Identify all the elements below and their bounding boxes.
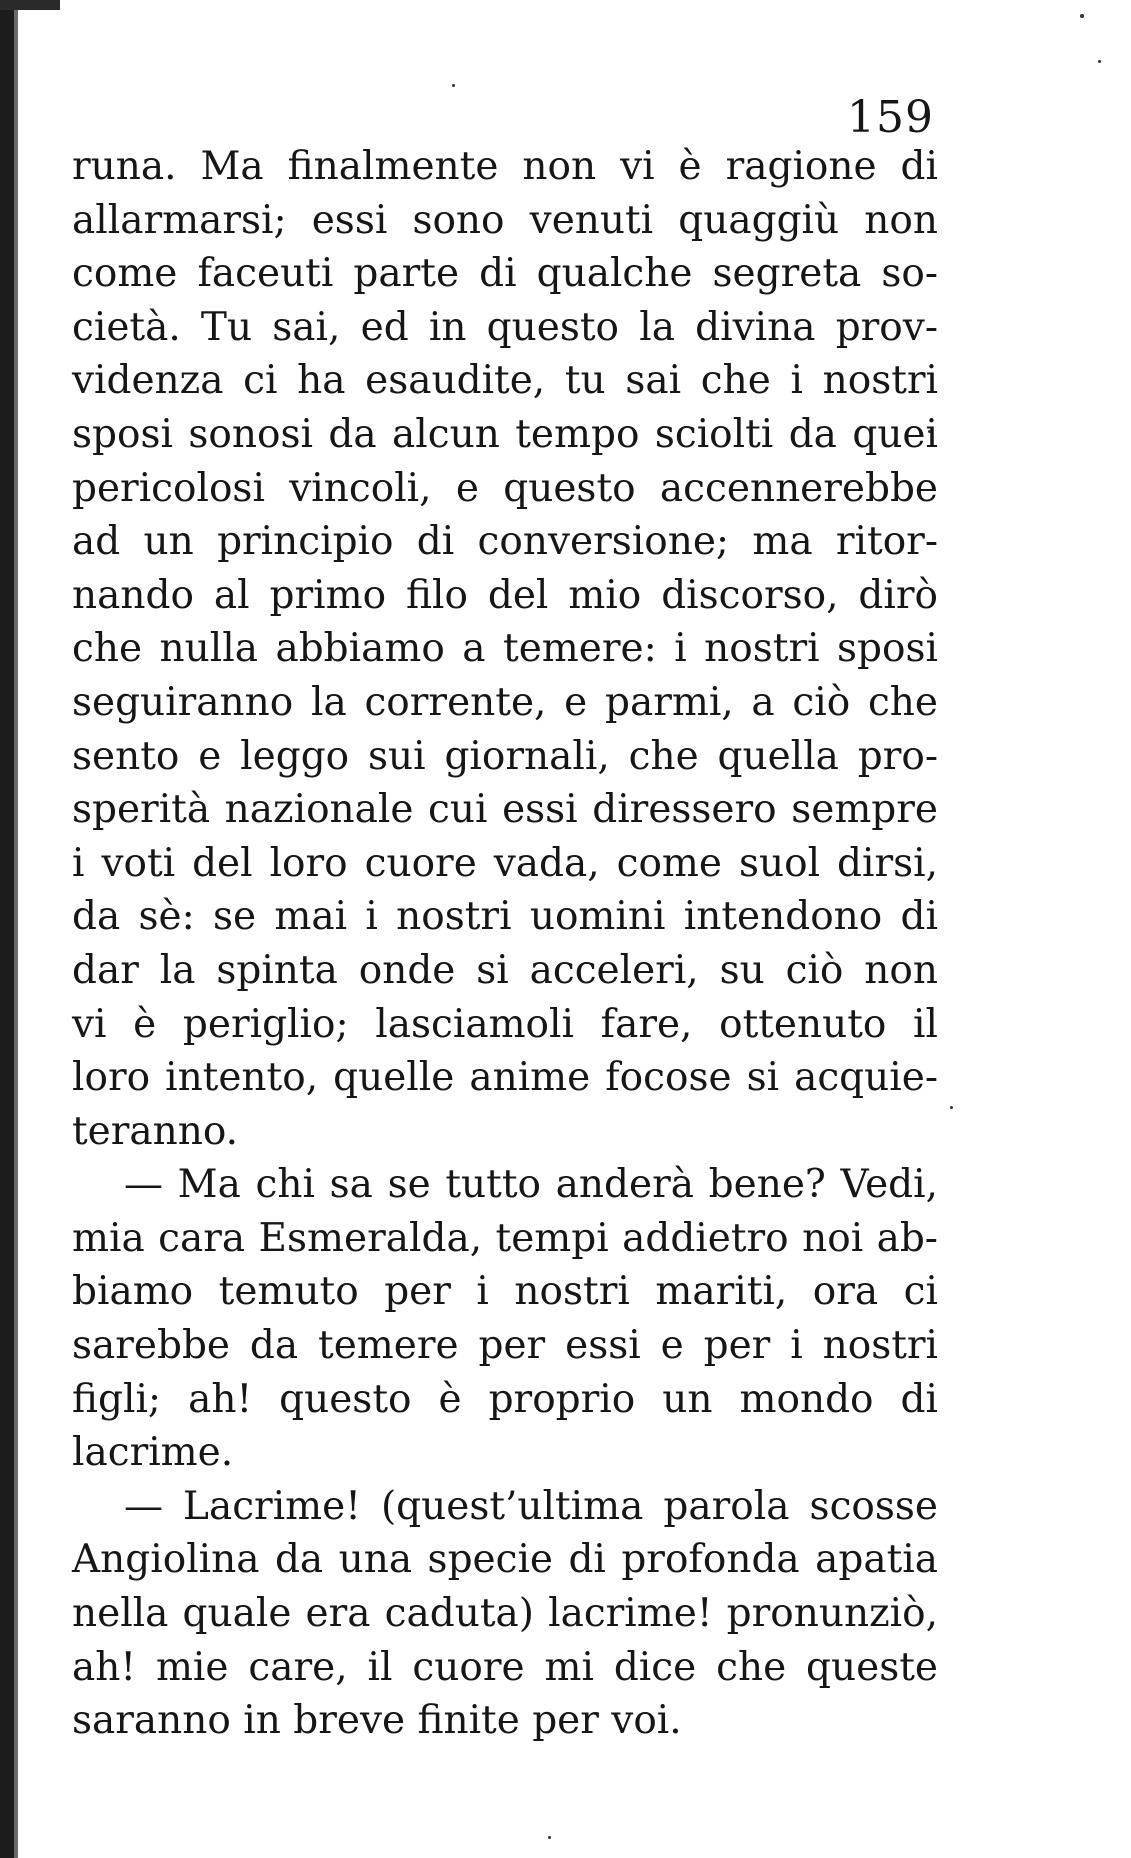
text-line: ah! mie care, il cuore mi dice che queste xyxy=(72,1644,938,1690)
page-text xyxy=(72,140,938,1748)
text-line: come faceuti parte di qualche segreta so- xyxy=(72,251,938,297)
text-line: sperità nazionale cui essi diressero sempre xyxy=(72,787,938,833)
scan-speck xyxy=(1098,60,1101,63)
text-line: Angiolina da una specie di profonda apatia xyxy=(72,1537,938,1583)
text-line: i voti del loro cuore vada, come suol dirsi, xyxy=(72,840,938,886)
text-line: figli; ah! questo è proprio un mondo di xyxy=(72,1376,938,1422)
scan-speck xyxy=(1080,14,1084,18)
text-line: nando al primo filo del mio discorso, dirò xyxy=(72,572,938,618)
corner-mark xyxy=(0,0,60,10)
text-line: sarebbe da temere per essi e per i nostri xyxy=(72,1323,938,1369)
text-line: sento e leggo sui giornali, che quella pro- xyxy=(72,733,938,779)
text-line: teranno. xyxy=(72,1108,239,1154)
scan-speck xyxy=(950,1106,953,1109)
text-line: — Lacrime! (quest’ultima parola scosse xyxy=(124,1483,938,1529)
text-line: dar la spinta onde si acceleri, su ciò non xyxy=(72,947,938,993)
text-line: da sè: se mai i nostri uomini intendono di xyxy=(72,894,938,940)
text-line: cietà. Tu sai, ed in questo la divina prov- xyxy=(72,304,938,350)
book-binding-edge xyxy=(0,0,14,1858)
text-line: pericolosi vincoli, e questo accennerebbe xyxy=(72,465,938,511)
text-line: allarmarsi; essi sono venuti quaggiù non xyxy=(72,197,938,243)
text-line: — Ma chi sa se tutto anderà bene? Vedi, xyxy=(124,1162,938,1208)
text-line: che nulla abbiamo a temere: i nostri sposi xyxy=(72,626,938,672)
text-line: videnza ci ha esaudite, tu sai che i nostri xyxy=(72,358,938,404)
text-line: ad un principio di conversione; ma ritor- xyxy=(72,519,938,565)
scan-speck xyxy=(452,84,455,87)
scan-speck xyxy=(548,1836,551,1839)
text-line: sposi sonosi da alcun tempo sciolti da quei xyxy=(72,411,938,457)
text-line: saranno in breve finite per voi. xyxy=(72,1698,682,1744)
text-line: seguiranno la corrente, e parmi, a ciò che xyxy=(72,679,938,725)
text-line: loro intento, quelle anime focose si acquie- xyxy=(72,1055,938,1101)
text-line: nella quale era caduta) lacrime! pronunziò, xyxy=(72,1591,938,1637)
text-line: vi è periglio; lasciamoli fare, ottenuto il xyxy=(72,1001,938,1047)
text-line: lacrime. xyxy=(72,1430,234,1476)
page-number: 159 xyxy=(847,92,934,143)
text-line: mia cara Esmeralda, tempi addietro noi ab- xyxy=(72,1215,938,1261)
text-line: runa. Ma finalmente non vi è ragione di xyxy=(72,144,938,189)
binding-shadow xyxy=(14,0,18,1858)
text-line: biamo temuto per i nostri mariti, ora ci xyxy=(72,1269,938,1315)
